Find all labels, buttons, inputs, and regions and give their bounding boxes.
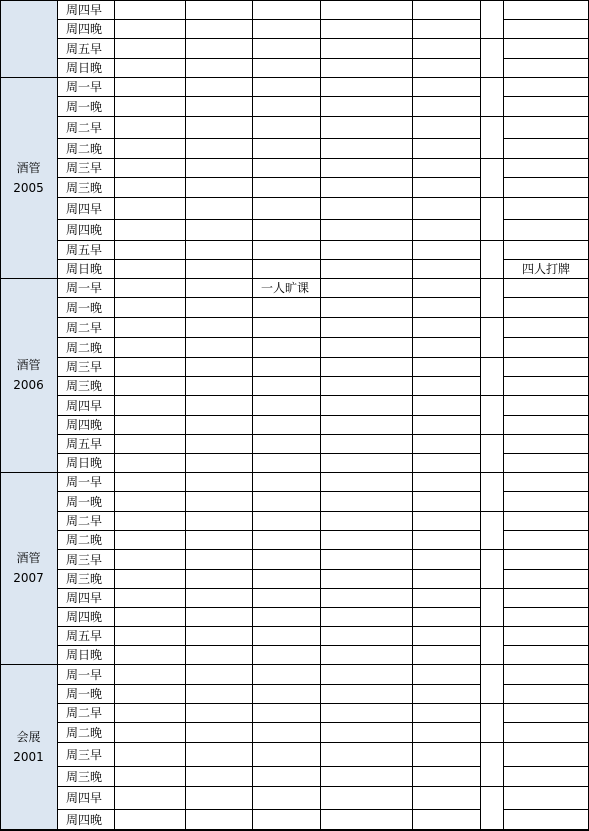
row-line [57,219,480,220]
row-line [503,549,589,550]
group-year: 2005 [13,180,44,195]
group-cell [0,664,57,830]
row-line [57,722,480,723]
group-cell [0,472,57,664]
narrow-col-line [480,357,503,358]
row-line [503,491,589,492]
note-absent-alone: 一人旷课 [261,281,310,295]
day-slot-cell: 周三晚 [66,180,103,195]
day-slot-cell: 周五早 [66,41,103,56]
day-slot-cell: 周日晚 [66,648,103,662]
row-line [57,626,480,627]
row-line [57,809,480,810]
row-line [503,219,589,220]
row-line [57,116,480,117]
group-cell [0,278,57,472]
day-slot-cell: 周一早 [66,80,103,94]
narrow-col-line [480,197,503,198]
row-line [57,138,480,139]
row-line [503,722,589,723]
col-line [114,0,115,830]
day-slot-cell: 周三早 [66,747,103,762]
row-line [57,588,480,589]
day-slot-cell: 周三晚 [66,379,103,393]
row-line [503,530,589,531]
narrow-col-line [480,38,503,39]
row-line [57,177,480,178]
group-name: 酒管 [16,160,41,175]
day-slot-cell: 周二晚 [66,340,103,355]
day-slot-cell: 周四早 [66,3,103,17]
day-slot-cell: 周日晚 [66,262,103,276]
day-slot-cell: 周五早 [66,243,103,257]
row-line [57,645,480,646]
row-line [503,337,589,338]
row-line [503,96,589,97]
row-line [503,742,589,743]
narrow-col-line [480,703,503,704]
row-line [57,766,480,767]
row-line [503,809,589,810]
group-year: 2007 [13,571,44,585]
row-line [503,19,589,20]
day-slot-cell: 周五早 [66,437,103,451]
row-line [57,376,480,377]
day-slot-cell: 周一晚 [66,687,103,701]
group-divider [0,472,589,473]
row-line [503,395,589,396]
row-line [503,259,589,260]
group-name: 酒管 [16,551,41,565]
row-line [503,453,589,454]
day-slot-cell: 周一早 [66,475,103,489]
row-line [57,96,480,97]
narrow-col-line [480,116,503,117]
row-line [57,58,480,59]
day-slot-cell: 周日晚 [66,61,103,75]
col-line [503,0,504,830]
row-line [57,259,480,260]
day-slot-cell: 周五早 [66,629,103,643]
narrow-col-line [480,240,503,241]
row-line [503,588,589,589]
narrow-col-line [480,434,503,435]
narrow-col-line [480,158,503,159]
group-cell [0,77,57,278]
day-slot-cell: 周四早 [66,791,103,805]
day-slot-cell: 周二晚 [66,725,103,740]
narrow-col-line [480,786,503,787]
row-line [503,240,589,241]
note-four-play-cards: 四人打牌 [522,262,571,276]
narrow-col-line [480,317,503,318]
row-line [503,158,589,159]
row-line [57,703,480,704]
row-line [503,58,589,59]
day-slot-cell: 周二早 [66,706,103,720]
day-slot-cell: 周一晚 [66,99,103,114]
row-line [503,38,589,39]
row-line [503,177,589,178]
row-line [503,434,589,435]
row-line [57,38,480,39]
row-line [503,703,589,704]
row-line [503,511,589,512]
day-slot-cell: 周一晚 [66,494,103,509]
row-line [57,317,480,318]
row-line [57,357,480,358]
day-slot-cell: 周三早 [66,161,103,175]
narrow-col-line [480,549,503,550]
row-line [57,530,480,531]
row-line [57,158,480,159]
row-line [57,491,480,492]
row-line [503,197,589,198]
day-slot-cell: 周四晚 [66,22,103,36]
row-line [503,569,589,570]
group-name: 会展 [16,730,41,744]
day-slot-cell: 周三早 [66,360,103,374]
row-line [57,607,480,608]
day-slot-cell: 周四早 [66,591,103,605]
day-slot-cell: 周三晚 [66,572,103,586]
day-slot-cell: 周日晚 [66,456,103,470]
row-line [57,415,480,416]
row-line [57,395,480,396]
day-slot-cell: 周二早 [66,320,103,335]
day-slot-cell: 周四晚 [66,223,103,237]
group-divider [0,664,589,665]
row-line [503,376,589,377]
row-line [503,357,589,358]
day-slot-cell: 周一晚 [66,300,103,315]
row-line [503,116,589,117]
day-slot-cell: 周一早 [66,281,103,295]
row-line [57,19,480,20]
col-line [57,0,58,830]
day-slot-cell: 周二晚 [66,141,103,156]
col-line [480,0,481,830]
day-slot-cell: 周一早 [66,667,103,682]
day-slot-cell: 周四晚 [66,813,103,827]
day-slot-cell: 周二晚 [66,533,103,547]
row-line [57,434,480,435]
row-line [57,297,480,298]
row-line [57,240,480,241]
day-slot-cell: 周四晚 [66,418,103,432]
day-slot-cell: 周四早 [66,201,103,216]
day-slot-cell: 周三晚 [66,769,103,784]
row-line [503,766,589,767]
day-slot-cell: 周二早 [66,120,103,135]
row-line [503,786,589,787]
border-top [0,0,589,1]
narrow-col-line [480,395,503,396]
narrow-col-line [480,511,503,512]
row-line [503,138,589,139]
col-line [185,0,186,830]
row-line [57,549,480,550]
group-divider [0,278,589,279]
col-line [320,0,321,830]
group-cell [0,0,57,77]
day-slot-cell: 周四晚 [66,610,103,624]
row-line [503,415,589,416]
row-line [503,607,589,608]
row-line [57,337,480,338]
group-divider [0,77,589,78]
border-left [0,0,1,830]
row-line [57,742,480,743]
day-slot-cell: 周三早 [66,552,103,567]
col-line [252,0,253,830]
row-line [57,511,480,512]
row-line [503,317,589,318]
group-name: 酒管 [16,358,41,372]
row-line [503,297,589,298]
row-line [503,645,589,646]
narrow-col-line [480,626,503,627]
day-slot-cell: 周四早 [66,398,103,413]
row-line [57,684,480,685]
row-line [57,569,480,570]
col-line [412,0,413,830]
narrow-col-line [480,588,503,589]
group-year: 2001 [13,750,44,764]
row-line [503,684,589,685]
row-line [57,453,480,454]
group-year: 2006 [13,378,44,392]
row-line [503,626,589,627]
row-line [57,197,480,198]
day-slot-cell: 周二早 [66,514,103,528]
row-line [57,786,480,787]
narrow-col-line [480,742,503,743]
